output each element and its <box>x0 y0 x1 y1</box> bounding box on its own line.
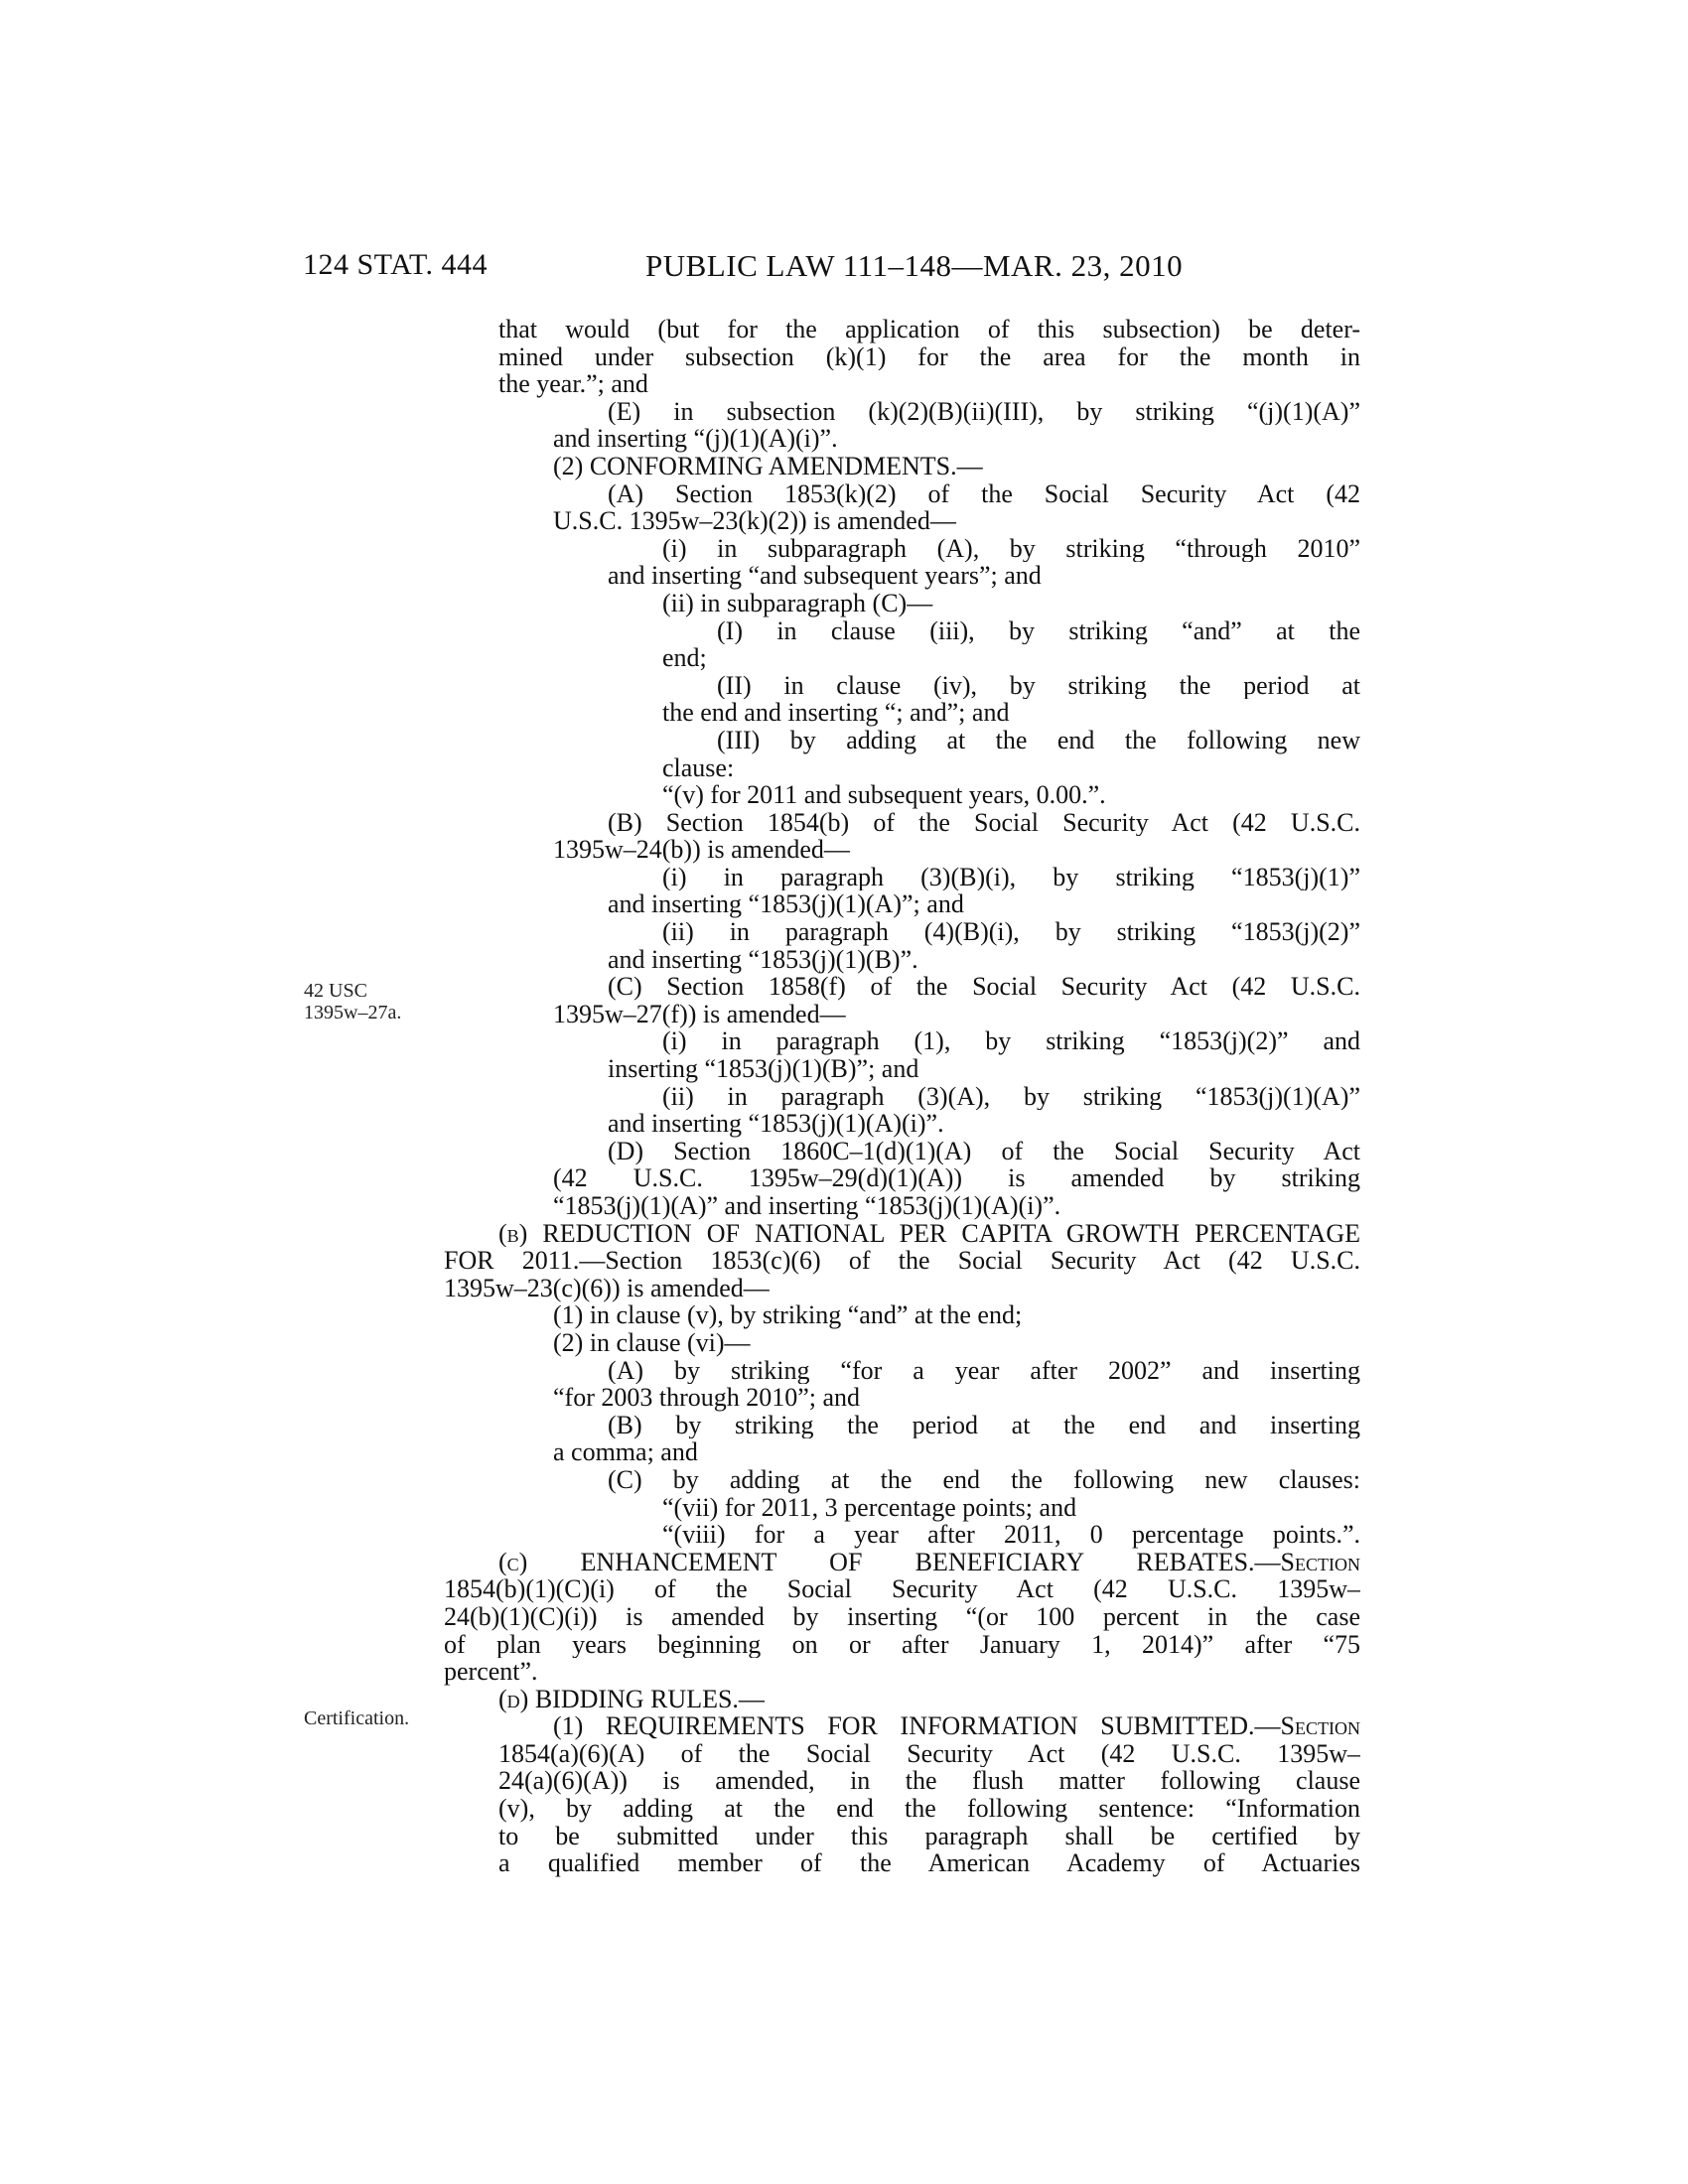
text-line: clause: <box>662 752 735 782</box>
text-line: of plan years beginning on or after January 1, 2014)” after “75 <box>444 1630 1360 1659</box>
text-line: 24(a)(6)(A)) is amended, in the flush matter following clause <box>498 1767 1360 1796</box>
text-line: (B) by striking the period at the end and inserting <box>608 1411 1360 1439</box>
text-line: 24(b)(1)(C)(i)) is amended by inserting “(or 100 percent in the case <box>444 1602 1360 1631</box>
text-line: end; <box>662 643 707 673</box>
text-line: (c) ENHANCEMENT OF BENEFICIARY REBATES.—Section <box>498 1548 1360 1576</box>
text-line: (i) in paragraph (3)(B)(i), by striking “1853(j)(1)” <box>662 863 1360 891</box>
text-line: 1854(a)(6)(A) of the Social Security Act (42 U.S.C. 1395w– <box>498 1739 1360 1768</box>
text-line: “(v) for 2011 and subsequent years, 0.00.”. <box>662 780 1106 810</box>
text-line: (i) in paragraph (1), by striking “1853(j)(2)” and <box>662 1027 1360 1056</box>
text-line: “(viii) for a year after 2011, 0 percentage points.”. <box>662 1521 1360 1549</box>
text-line: and inserting “and subsequent years”; and <box>608 561 1042 591</box>
text-line: (d) BIDDING RULES.— <box>498 1684 765 1713</box>
text-line: (1) REQUIREMENTS FOR INFORMATION SUBMITTED.—Section <box>553 1712 1360 1740</box>
text-line: a comma; and <box>553 1437 698 1467</box>
text-line: (v), by adding at the end the following sentence: “Information <box>498 1795 1360 1823</box>
text-line: 1395w–23(c)(6)) is amended— <box>444 1273 770 1302</box>
text-line: (ii) in subparagraph (C)— <box>662 588 933 617</box>
text-line: “(vii) for 2011, 3 percentage points; and <box>662 1492 1077 1522</box>
stat-page-reference: 124 STAT. 444 <box>303 248 489 281</box>
text-line: and inserting “1853(j)(1)(A)”; and <box>608 889 964 919</box>
text-line: (A) Section 1853(k)(2) of the Social Security Act (42 <box>608 479 1360 508</box>
text-line: (ii) in paragraph (3)(A), by striking “1853(j)(1)(A)” <box>662 1082 1360 1111</box>
margin-note-certification <box>304 1707 409 1729</box>
text-line: (E) in subsection (k)(2)(B)(ii)(III), by striking “(j)(1)(A)” <box>608 397 1360 426</box>
text-line: that would (but for the application of this subsection) be deter- <box>498 316 1360 343</box>
margin-note-line: 1395w–27a. <box>304 1002 402 1024</box>
text-line: (i) in subparagraph (A), by striking “through 2010” <box>662 534 1360 563</box>
text-line: and inserting “(j)(1)(A)(i)”. <box>553 424 838 454</box>
statute-body <box>444 316 1360 1877</box>
text-line: inserting “1853(j)(1)(B)”; and <box>608 1054 919 1084</box>
page-header <box>0 248 1688 288</box>
text-line: (42 U.S.C. 1395w–29(d)(1)(A)) is amended by striking <box>553 1164 1360 1192</box>
text-line: to be submitted under this paragraph shall be certified by <box>498 1822 1360 1850</box>
text-line: percent”. <box>444 1657 538 1687</box>
text-line: and inserting “1853(j)(1)(B)”. <box>608 944 918 974</box>
text-line: 1395w–24(b)) is amended— <box>553 835 850 865</box>
margin-note-line: 42 USC <box>304 980 367 1002</box>
text-line: (D) Section 1860C–1(d)(1)(A) of the Social Security Act <box>608 1137 1360 1165</box>
text-line: 1854(b)(1)(C)(i) of the Social Security Act (42 U.S.C. 1395w– <box>444 1575 1360 1603</box>
text-line: (2) CONFORMING AMENDMENTS.— <box>553 451 983 480</box>
text-line: FOR 2011.—Section 1853(c)(6) of the Social Security Act (42 U.S.C. <box>444 1247 1360 1275</box>
text-line: U.S.C. 1395w–23(k)(2)) is amended— <box>553 506 956 536</box>
text-line: 1395w–27(f)) is amended— <box>553 999 846 1028</box>
margin-note-usc <box>304 980 401 1024</box>
text-line: a qualified member of the American Academy of Actuaries <box>498 1849 1360 1877</box>
text-line: “1853(j)(1)(A)” and inserting “1853(j)(1)(A)(i)”. <box>553 1191 1061 1220</box>
text-line: (B) Section 1854(b) of the Social Security Act (42 U.S.C. <box>608 808 1360 837</box>
running-head-title: PUBLIC LAW 111–148—MAR. 23, 2010 <box>645 248 1184 283</box>
text-line: (1) in clause (v), by striking “and” at the end; <box>553 1300 1023 1330</box>
text-line: “for 2003 through 2010”; and <box>553 1383 861 1413</box>
text-line: (ii) in paragraph (4)(B)(i), by striking “1853(j)(2)” <box>662 918 1360 946</box>
margin-note-line: Certification. <box>304 1707 410 1729</box>
text-line: (III) by adding at the end the following new <box>717 726 1360 754</box>
text-line: (C) by adding at the end the following new clauses: <box>608 1465 1360 1494</box>
text-line: (A) by striking “for a year after 2002” and inserting <box>608 1356 1360 1385</box>
text-line: mined under subsection (k)(1) for the area for the month in <box>498 342 1360 371</box>
text-line: the end and inserting “; and”; and <box>662 698 1010 728</box>
text-line: (I) in clause (iii), by striking “and” at the <box>717 616 1360 645</box>
text-line: and inserting “1853(j)(1)(A)(i)”. <box>608 1109 944 1139</box>
text-line: (b) REDUCTION OF NATIONAL PER CAPITA GROWTH PERCENTAGE <box>498 1219 1360 1248</box>
text-line: (2) in clause (vi)— <box>553 1327 751 1357</box>
text-line: (II) in clause (iv), by striking the period at <box>717 671 1360 700</box>
text-line: the year.”; and <box>498 369 648 399</box>
text-line: (C) Section 1858(f) of the Social Security Act (42 U.S.C. <box>608 973 1360 1001</box>
